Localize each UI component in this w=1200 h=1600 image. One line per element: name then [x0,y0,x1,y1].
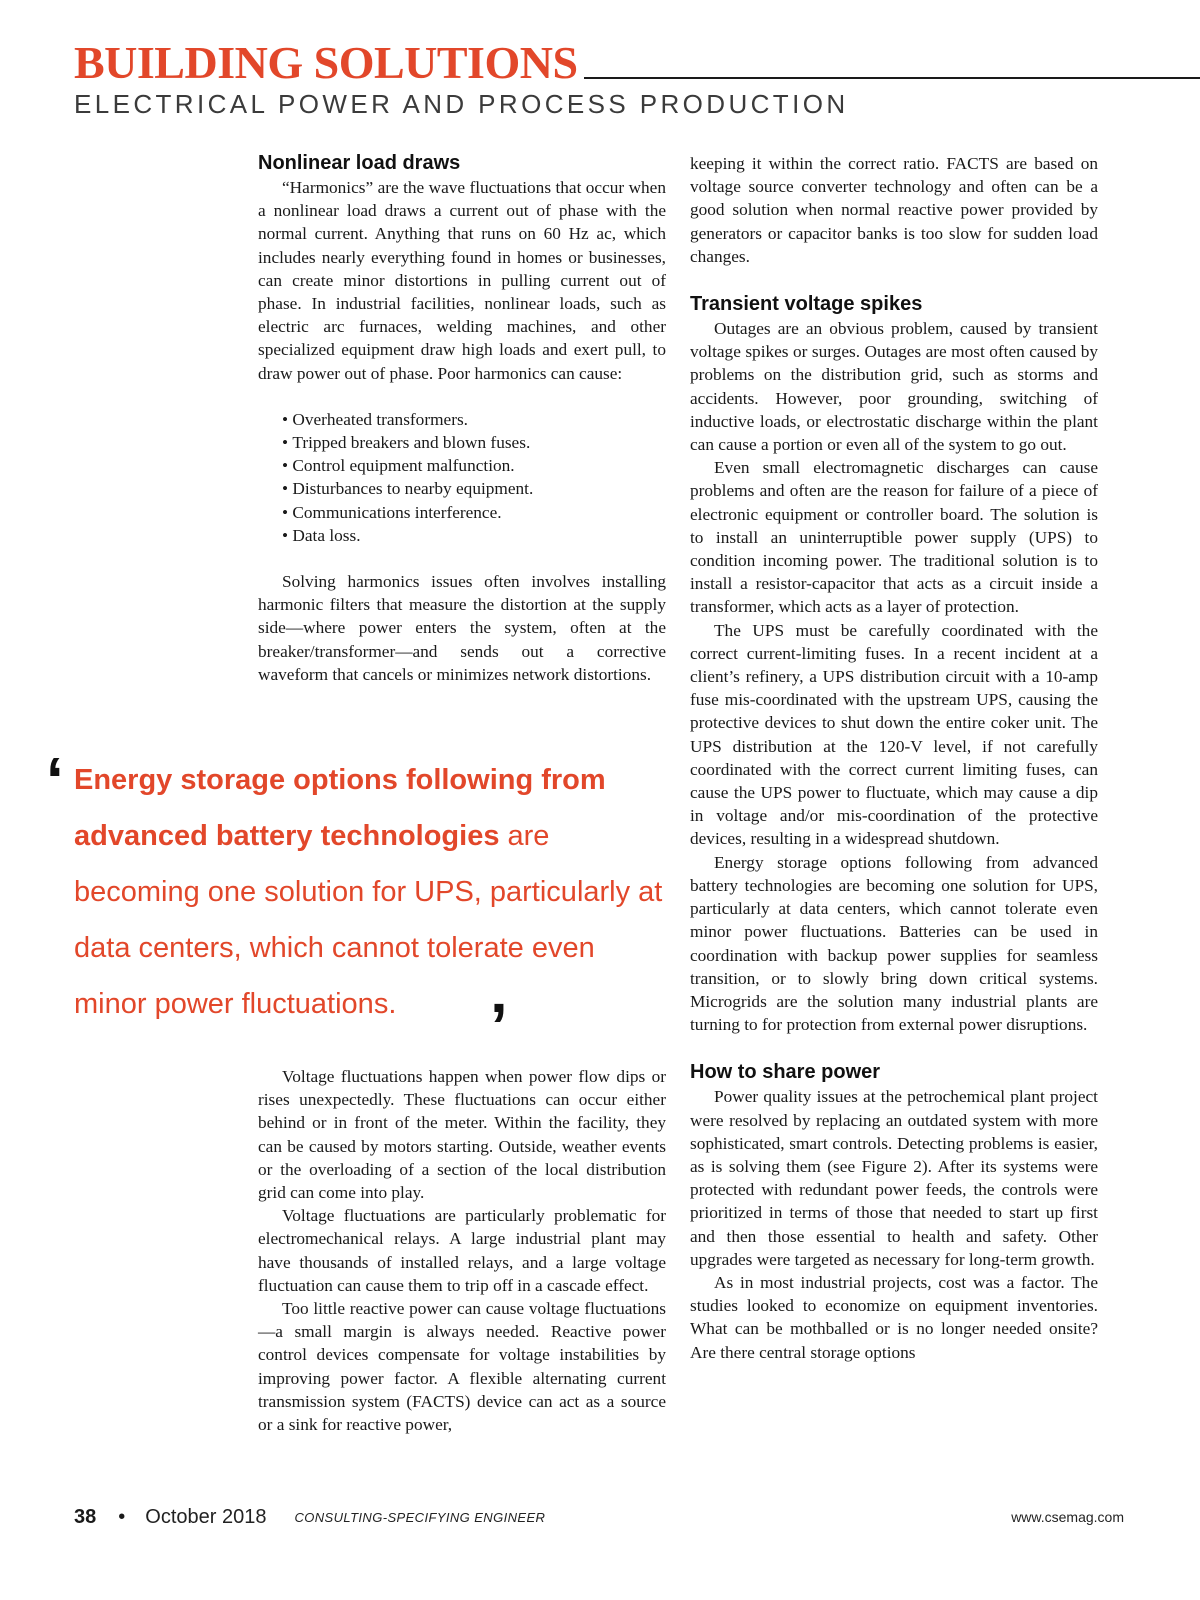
publication-name: CONSULTING-SPECIFYING ENGINEER [294,1509,546,1525]
paragraph: Voltage fluctuations are particularly problematic for electromechanical relays. A large industrial plant may have thousands of installed relays, and a large voltage fluctuation can cause them to trip off in a cascade effect. [258,1206,666,1295]
section-subtitle: ELECTRICAL POWER AND PROCESS PRODUCTION [74,89,849,119]
heading-transient-voltage-spikes: Transient voltage spikes [690,293,923,316]
list-item: • Tripped breakers and blown fuses. [282,431,666,454]
paragraph: Even small electromagnetic discharges can cause problems and often are the reason for failure of a piece of electronic equipment or controller board. The solution is to install an uninterruptible power supply (UPS) to condition incoming power. The traditional solution is to install a resistor-capacitor that acts as a circuit inside a transformer, which acts as a layer of protection. [690,458,1098,617]
right-column [690,152,1098,1364]
paragraph-continued: keeping it within the correct ratio. FACTS are based on voltage source converter technology and often can be a good solution when normal reactive power provided by generators or capacitor banks is too slow for sudden load changes. [690,154,1098,266]
list-item: • Control equipment malfunction. [282,454,666,477]
pull-quote-emphasis: Energy storage options following from advanced battery technologies [74,764,606,852]
close-quote-mark: ’ [490,990,508,1062]
list-item: • Disturbances to nearby equipment. [282,477,666,500]
paragraph: Energy storage options following from advanced battery technologies are becoming one solution for UPS, particularly at data centers, which cannot tolerate even minor power fluctuations. Batteries can be used in coordination with backup power supplies for seamless transition, or to slowly bring down critical systems. Microgrids are the solution many industrial plants are turning to for protection from external power disruptions. [690,852,1098,1035]
masthead [74,37,1200,120]
paragraph: Outages are an obvious problem, caused by transient voltage spikes or surges. Outages are most often caused by problems on the distribution grid, such as storms and accidents. However, poor grounding, switching of inductive loads, or electrostatic discharge within the plant can cause a portion or even all of the system to go out. [690,319,1098,455]
left-column-upper [258,150,666,686]
paragraph: Voltage fluctuations happen when power flow dips or rises unexpectedly. These fluctuations can occur either behind or in front of the meter. Within the facility, they can be caused by motors starting. Outside, weather events or the overloading of a section of the local distribution grid can come into play. [258,1067,666,1203]
page-number: 38 [74,1505,97,1528]
website-link[interactable]: www.csemag.com [1011,1509,1124,1525]
list-item: • Communications interference. [282,501,666,524]
list-item: • Data loss. [282,524,666,547]
list-item: • Overheated transformers. [282,408,666,431]
left-column-lower [258,1065,666,1436]
page-footer [74,1502,1124,1532]
title-rule [584,77,1200,79]
footer-separator: • [118,1505,126,1528]
section-title: BUILDING SOLUTIONS [74,37,578,88]
paragraph: Power quality issues at the petrochemical plant project were resolved by replacing an outdated system with more sophisticated, smart controls. Detecting problems is easier, as is solving them (see Figure 2). After its systems were protected with redundant power feeds, the controls were prioritized in terms of those that needed to start up first and then those essential to health and safety. Other upgrades were targeted as necessary for long-term growth. [690,1087,1098,1269]
paragraph: The UPS must be carefully coordinated with the correct current-limiting fuses. In a recent incident at a client’s refinery, a UPS distribution circuit with a 10-amp fuse mis-coordinated with the upstream UPS, causing the protective devices to shut down the entire coker unit. The UPS distribution at the 120-V level, if not carefully coordinated with the correct current limiting fuses, can cause the UPS power to fluctuate, which may cause a dip in voltage and/or mis-coordination of the protective devices, resulting in a widespread shutdown. [690,620,1098,849]
paragraph: Too little reactive power can cause voltage fluctuations—a small margin is always needed. Reactive power control devices compensate for voltage instabilities by improving power factor. A flexible alternating current transmission system (FACTS) device can act as a source or a sink for reactive power, [258,1299,666,1435]
harmonics-effects-list [282,408,666,547]
issue-date: October 2018 [145,1505,267,1528]
pull-quote [46,744,670,1062]
paragraph: Solving harmonics issues often involves installing harmonic filters that measure the distortion at the supply side—where power enters the system, often at the breaker/transformer—and sends out a corrective waveform that cancels or minimizes network distortions. [258,572,666,684]
pull-quote-text [74,752,670,1032]
pull-quote-rest: are becoming one solution for UPS, particularly at data centers, which cannot tolerate even minor power fluctuations. [74,820,663,1020]
paragraph: “Harmonics” are the wave fluctuations that occur when a nonlinear load draws a current out of phase with the normal current. Anything that runs on 60 Hz ac, which includes nearly everything found in homes or businesses, can create minor distortions in pulling current out of phase. In industrial facilities, nonlinear loads, such as electric arc furnaces, welding machines, and other specialized equipment draw high loads and exert pull, to draw power out of phase. Poor harmonics can cause: [258,178,666,383]
heading-how-to-share-power: How to share power [690,1061,881,1084]
heading-nonlinear-load-draws: Nonlinear load draws [258,152,461,174]
open-quote-mark: ‘ [46,744,64,816]
paragraph: As in most industrial projects, cost was a factor. The studies looked to economize on equipment inventories. What can be mothballed or is no longer needed onsite? Are there central storage options [690,1272,1098,1362]
